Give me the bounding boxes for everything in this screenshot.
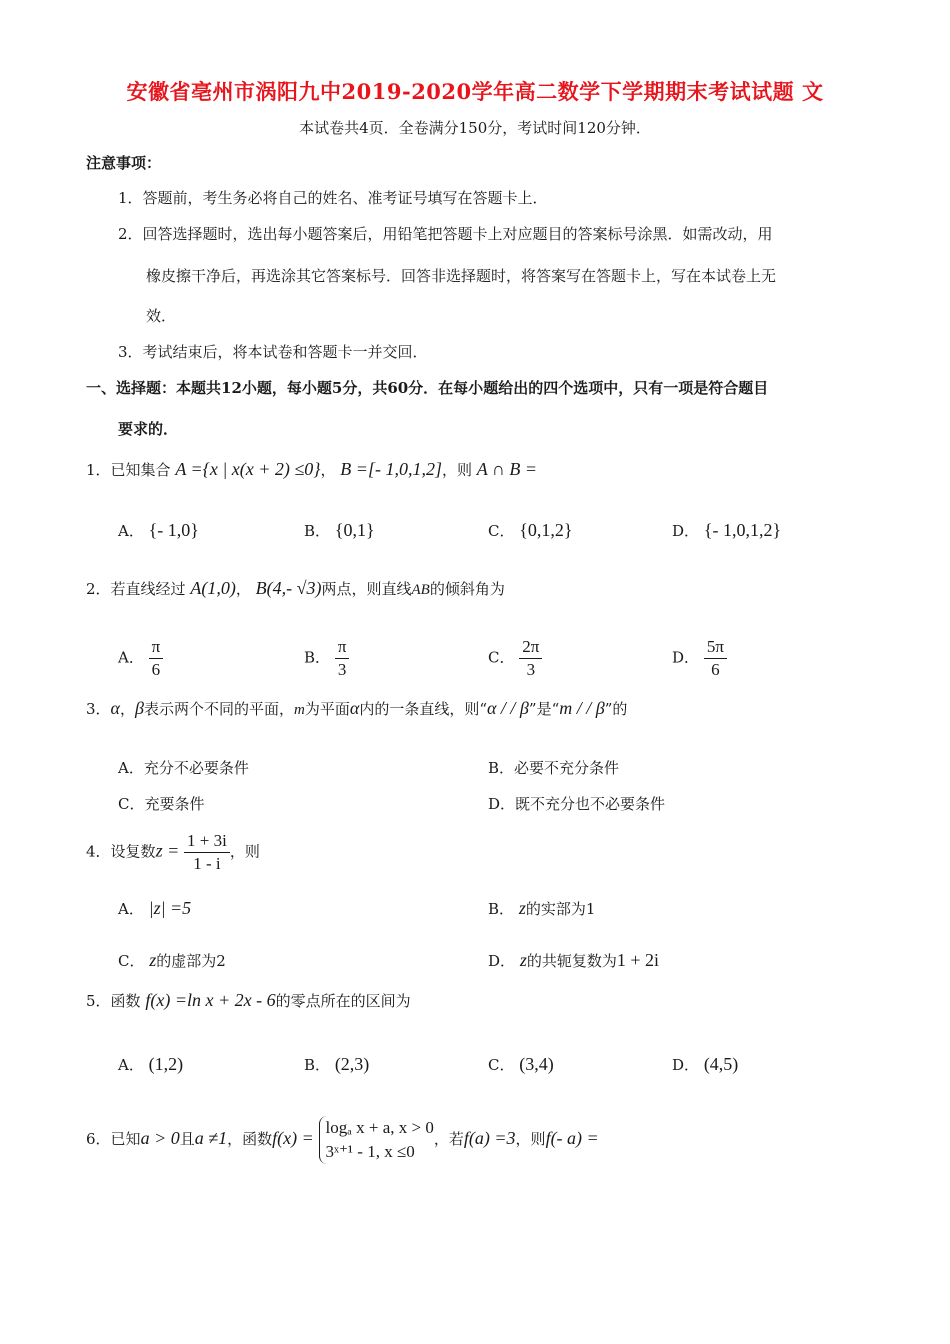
piecewise-case-2: 3ˣ⁺¹ - 1, x ≤0 — [325, 1142, 415, 1161]
notice-heading: 注意事项： — [86, 154, 162, 172]
option-value: (2,3) — [334, 1054, 370, 1074]
question-text: 已知 — [110, 1130, 141, 1148]
question-2 — [86, 578, 505, 599]
fraction-numerator: 5π — [704, 636, 727, 659]
math-function: f(x) = — [272, 1128, 314, 1148]
question-text: ，则 — [229, 842, 260, 861]
question-text: 两点，则直线 — [321, 580, 412, 598]
page-title: 安徽省亳州市涡阳九中2019-2020学年高二数学下学期期末考试试题 文 — [126, 79, 824, 104]
option-label: B． — [304, 648, 331, 667]
option-d — [672, 1054, 738, 1075]
notice-item-2-cont: 橡皮擦干净后，再选涂其它答案标号．回答非选择题时，将答案写在答题卡上，写在本试卷上无 — [146, 267, 777, 285]
option-label: D． — [672, 648, 700, 667]
math-condition: a ≠1 — [194, 1128, 228, 1148]
option-b — [304, 636, 349, 681]
math-z: z = — [155, 840, 180, 861]
question-text: ”是“ — [528, 700, 560, 718]
fraction-denominator: 6 — [151, 660, 161, 679]
option-label: D． — [488, 952, 516, 970]
option-c — [488, 520, 573, 541]
math-point-a: A(1,0) — [190, 578, 236, 598]
math-condition: a > 0 — [140, 1128, 180, 1148]
option-c: C．充要条件 — [118, 795, 205, 813]
math-m-parallel-beta: m / / β — [559, 698, 605, 718]
option-d — [488, 950, 659, 971]
math-function: f(x) =ln x + 2x - 6 — [145, 990, 276, 1010]
math-ab: AB — [411, 582, 430, 598]
math-fraction — [184, 830, 230, 875]
question-number: 2． — [86, 580, 111, 598]
option-text: 的共轭复数为 — [526, 952, 617, 970]
option-a — [118, 1054, 183, 1075]
notice-item-2: 2．回答选择题时，选出每小题答案后，用铅笔把答题卡上对应题目的答案标号涂黑．如需改动，用 — [118, 225, 773, 243]
notice-item-1: 1．答题前，考生务必将自己的姓名、准考证号填写在答题卡上． — [118, 189, 548, 207]
notice-item-2-end: 效． — [146, 307, 177, 325]
question-text: 的零点所在的区间为 — [275, 992, 411, 1010]
question-text: 内的一条直线，则“ — [359, 700, 487, 718]
option-value: (4,5) — [703, 1054, 739, 1074]
fraction-denominator: 6 — [711, 660, 720, 679]
separator: ， — [235, 580, 251, 598]
option-label: D． — [672, 1056, 700, 1074]
option-label: C． — [118, 952, 145, 970]
math-ask: f(- a) = — [545, 1128, 599, 1148]
option-label: C． — [488, 1056, 515, 1074]
question-text: 表示两个不同的平面， — [143, 700, 294, 718]
math-point-b: B(4,- √3) — [255, 578, 322, 598]
option-label: C． — [488, 522, 515, 540]
question-text: ，函数 — [227, 1130, 273, 1148]
option-a — [118, 520, 199, 541]
option-fraction — [149, 636, 164, 681]
option-label: D． — [672, 522, 700, 540]
option-d — [672, 520, 781, 541]
question-6 — [86, 1116, 599, 1164]
math-m: m — [294, 702, 305, 718]
section-heading-cont: 要求的． — [118, 420, 179, 438]
question-text: 且 — [179, 1130, 195, 1148]
option-value: 的实部为1 — [525, 900, 596, 918]
option-c — [488, 636, 542, 681]
math-beta: β — [135, 698, 144, 718]
question-text: ，则 — [441, 461, 472, 479]
piecewise-case-1: logₐ x + a, x > 0 — [325, 1118, 434, 1137]
math-alpha-parallel-beta: α / / β — [486, 698, 529, 718]
option-label: A． — [118, 1056, 144, 1074]
option-label: B． — [304, 1056, 331, 1074]
fraction-numerator: π — [149, 636, 164, 659]
option-fraction — [704, 636, 727, 681]
option-value: (1,2) — [148, 1054, 184, 1074]
question-text: 为平面 — [304, 700, 350, 718]
option-value: {0,1,2} — [519, 520, 573, 540]
math-alpha: α — [349, 698, 360, 718]
question-5 — [86, 990, 411, 1011]
math-set-a: A ={x | x(x + 2) ≤0} — [175, 459, 321, 479]
option-value: 1 + 2i — [616, 950, 659, 970]
option-label: B． — [304, 522, 331, 540]
question-number: 1． — [86, 461, 111, 479]
question-number: 5． — [86, 992, 111, 1010]
question-text: 已知集合 — [110, 461, 171, 479]
notice-item-3: 3．考试结束后，将本试卷和答题卡一并交回． — [118, 343, 428, 361]
separator: ， — [120, 700, 136, 718]
option-d: D．既不充分也不必要条件 — [488, 795, 666, 813]
question-number: 6． — [86, 1130, 111, 1148]
option-b — [304, 520, 375, 541]
fraction-numerator: 1 + 3i — [184, 830, 230, 853]
question-text: 若直线经过 — [110, 580, 186, 598]
math-z: z — [149, 950, 157, 970]
question-text: 函数 — [110, 992, 141, 1010]
option-label: C． — [488, 648, 515, 667]
option-fraction — [335, 636, 350, 681]
question-number: 3． — [86, 700, 111, 718]
question-text: ”的 — [604, 700, 628, 718]
question-text: ，则 — [515, 1130, 546, 1148]
math-z: z — [519, 950, 527, 970]
option-a — [118, 636, 163, 681]
option-c — [118, 950, 226, 971]
question-number: 4． — [86, 842, 111, 861]
option-c — [488, 1054, 554, 1075]
question-1 — [86, 459, 537, 480]
option-value: {- 1,0} — [148, 520, 199, 540]
math-alpha: α — [110, 698, 120, 718]
option-label: A． — [118, 522, 144, 540]
option-value: {0,1} — [334, 520, 375, 540]
question-text: 设复数 — [110, 842, 156, 861]
piecewise-function — [319, 1116, 434, 1164]
option-value: |z| =5 — [148, 898, 192, 918]
option-d — [672, 636, 727, 681]
section-heading: 一、选择题：本题共12小题，每小题5分，共60分．在每小题给出的四个选项中，只有一项是符合题目 — [86, 379, 769, 397]
question-3 — [86, 698, 627, 719]
option-value: {- 1,0,1,2} — [703, 520, 782, 540]
fraction-denominator: 3 — [526, 660, 536, 679]
option-b: B．必要不充分条件 — [488, 759, 620, 777]
option-label: A． — [118, 648, 144, 667]
option-b — [304, 1054, 369, 1075]
option-fraction — [519, 636, 542, 681]
fraction-denominator: 3 — [337, 660, 347, 679]
fraction-numerator: 2π — [519, 636, 542, 659]
fraction-denominator: 1 - i — [193, 854, 221, 873]
option-b — [488, 898, 595, 919]
math-z: z — [518, 898, 526, 918]
question-text: 的倾斜角为 — [429, 580, 505, 598]
math-given: f(a) =3 — [463, 1128, 516, 1148]
option-label: B． — [488, 900, 515, 918]
math-set-b: B =[- 1,0,1,2] — [340, 459, 442, 479]
question-text: ，若 — [433, 1130, 464, 1148]
question-4 — [86, 830, 260, 875]
page-subtitle: 本试卷共4页．全卷满分150分，考试时间120分钟． — [299, 119, 651, 137]
separator: ， — [320, 461, 336, 479]
option-value: 的虚部为2 — [156, 952, 226, 970]
option-a: A．充分不必要条件 — [118, 759, 249, 777]
fraction-numerator: π — [335, 636, 350, 659]
option-label: A． — [118, 900, 144, 918]
math-intersection: A ∩ B = — [476, 459, 538, 479]
option-a — [118, 898, 191, 919]
option-value: (3,4) — [519, 1054, 554, 1074]
